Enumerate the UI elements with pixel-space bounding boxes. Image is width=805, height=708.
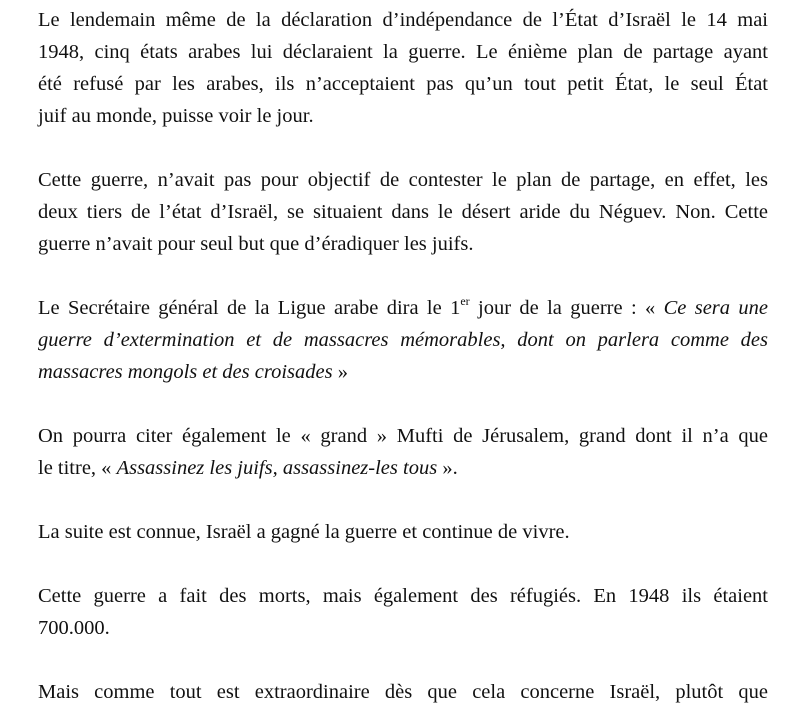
quote-italic: Assassinez les juifs, assassinez-les tous xyxy=(116,457,438,479)
text-line: Cette guerre, n’avait pas pour objectif de contester le plan de partage, en effet, les xyxy=(38,169,768,191)
text-line: juif au monde, puisse voir le jour. xyxy=(38,105,314,127)
text-line: été refusé par les arabes, ils n’acceptaient pas qu’un tout petit État, le seul État xyxy=(38,73,768,95)
text-line: Le lendemain même de la déclaration d’indépendance de l’État d’Israël le 14 mai xyxy=(38,9,768,31)
text-line: Mais comme tout est extraordinaire dès que cela concerne Israël, plutôt que xyxy=(38,681,768,703)
text-line: 700.000. xyxy=(38,617,110,639)
text-line: le titre, « Assassinez les juifs, assassinez-les tous ». xyxy=(38,457,458,479)
text-line: La suite est connue, Israël a gagné la guerre et continue de vivre. xyxy=(38,521,570,543)
text-line: Le Secrétaire général de la Ligue arabe dira le 1er jour de la guerre : « Ce sera une xyxy=(38,294,768,319)
text-line: 1948, cinq états arabes lui déclaraient la guerre. Le énième plan de partage ayant xyxy=(38,41,768,63)
quote-italic: guerre d’extermination et de massacres mémorables, dont on parlera comme des xyxy=(38,329,768,351)
text-line: guerre n’avait pour seul but que d’éradiquer les juifs. xyxy=(38,233,474,255)
paragraph-arab-league-quote xyxy=(38,292,768,388)
superscript-er: er xyxy=(460,294,470,308)
paragraph-mufti-quote xyxy=(38,420,768,484)
paragraph-refugees xyxy=(38,580,768,644)
paragraph-objective xyxy=(38,164,768,260)
paragraph-declaration xyxy=(38,0,768,132)
text-line: deux tiers de l’état d’Israël, se situaient dans le désert aride du Néguev. Non. Cette xyxy=(38,201,768,223)
paragraph-outcome xyxy=(38,516,768,548)
quote-italic: massacres mongols et des croisades xyxy=(38,361,333,383)
document-page xyxy=(38,0,768,708)
quote-italic: Ce sera une xyxy=(663,297,768,319)
text-line: Cette guerre a fait des morts, mais également des réfugiés. En 1948 ils étaient xyxy=(38,585,768,607)
paragraph-extraordinary xyxy=(38,676,768,708)
text-line: massacres mongols et des croisades » xyxy=(38,361,348,383)
text-line: On pourra citer également le « grand » Mufti de Jérusalem, grand dont il n’a que xyxy=(38,425,768,447)
text-line xyxy=(38,324,768,356)
